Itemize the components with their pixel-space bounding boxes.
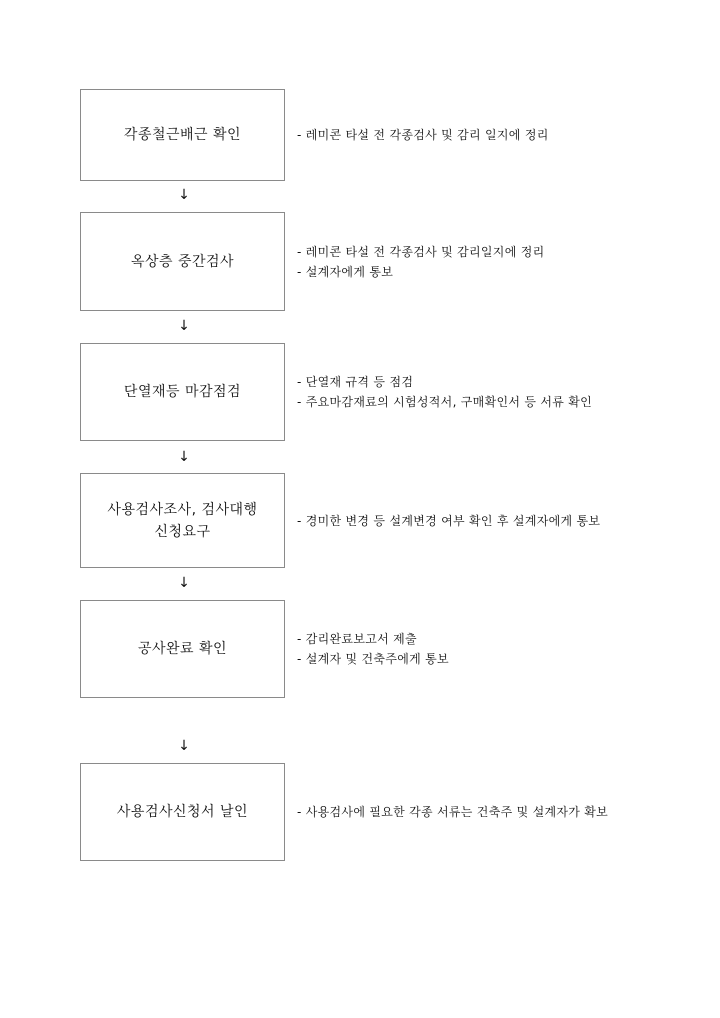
step-2-note-1: - 레미콘 타설 전 각종검사 및 감리일지에 정리 [297,244,545,259]
step-3-note-1: - 단열재 규격 등 점검 [297,375,414,389]
step-1-note-1: - 레미콘 타설 전 각종검사 및 감리 일지에 정리 [297,128,549,142]
step-6-notes [297,763,712,861]
down-arrow-icon: ↓ [178,575,190,591]
down-arrow-icon: ↓ [178,738,190,754]
step-2-notes [297,212,712,311]
step-5-note-2: - 설계자 및 건축주에게 통보 [297,652,449,666]
down-arrow-icon: ↓ [178,318,190,334]
step-3-notes [297,343,712,441]
step-1-box: 각종철근배근 확인 [80,89,285,181]
step-4-note-1: - 경미한 변경 등 설계변경 여부 확인 후 설계자에게 통보 [297,513,601,528]
step-5-notes [297,600,712,698]
step-2-note-2: - 설계자에게 통보 [297,264,394,279]
step-5-box: 공사완료 확인 [80,600,285,698]
step-3-box: 단열재등 마감점검 [80,343,285,441]
step-5-note-1: - 감리완료보고서 제출 [297,632,417,646]
step-1-notes [297,89,712,181]
step-2-box: 옥상층 중간검사 [80,212,285,311]
step-3-note-2: - 주요마감재료의 시험성적서, 구매확인서 등 서류 확인 [297,395,593,409]
down-arrow-icon: ↓ [178,449,190,465]
step-6-note-1: - 사용검사에 필요한 각종 서류는 건축주 및 설계자가 확보 [297,805,609,819]
step-6-box: 사용검사신청서 날인 [80,763,285,861]
down-arrow-icon: ↓ [178,187,190,203]
step-4-box: 사용검사조사, 검사대행 신청요구 [80,473,285,568]
step-4-notes [297,473,712,568]
